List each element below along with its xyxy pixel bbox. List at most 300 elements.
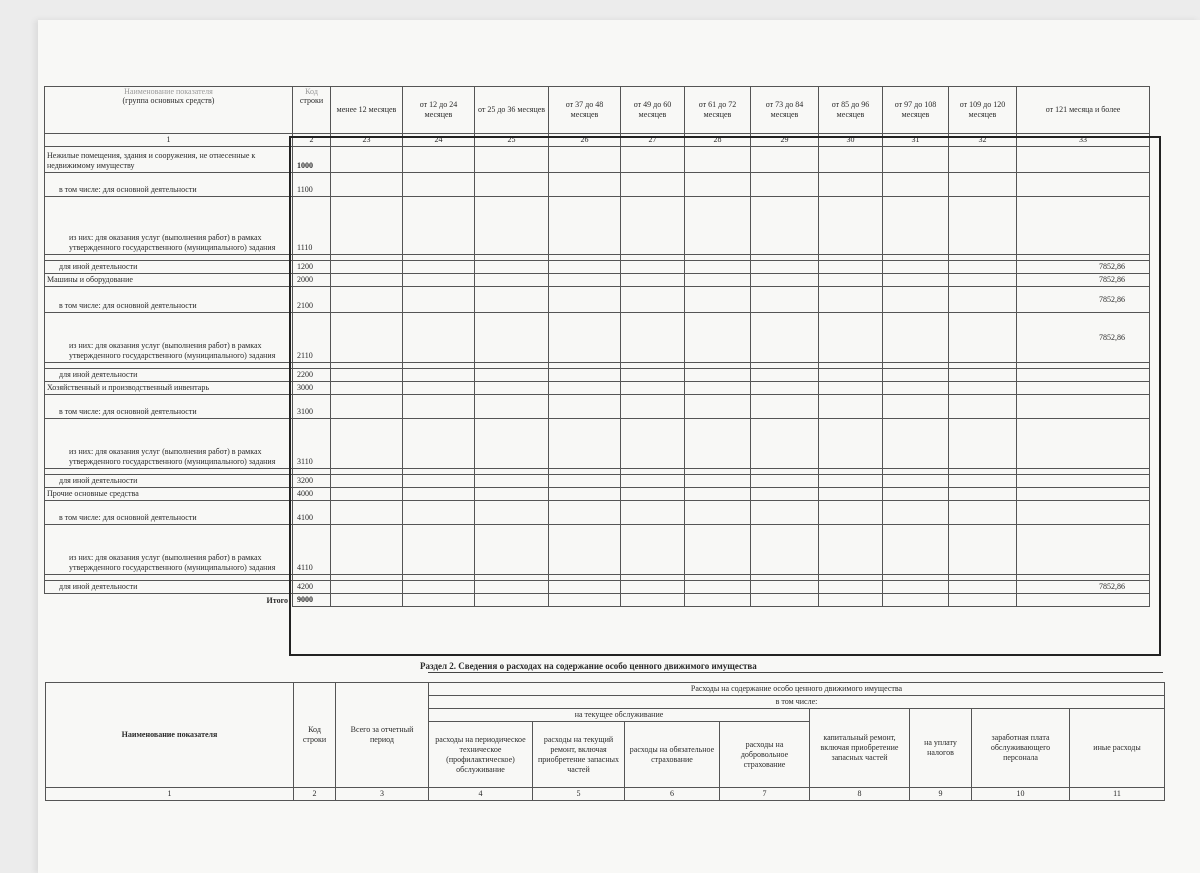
data-cell: [621, 419, 685, 469]
data-cell: [819, 395, 883, 419]
data-cell: [751, 475, 819, 488]
data-cell: [549, 287, 621, 313]
data-cell: [475, 197, 549, 255]
s2-col-number: 8: [810, 788, 910, 801]
data-cell: [549, 369, 621, 382]
s2-col-number: 10: [972, 788, 1070, 801]
section2-rule: [428, 672, 1163, 673]
data-cell: [475, 147, 549, 173]
data-cell: [403, 525, 475, 575]
data-cell: [331, 475, 403, 488]
data-cell: [819, 581, 883, 594]
s2-total-header: Всего за отчетный период: [336, 683, 429, 788]
data-cell: [475, 173, 549, 197]
data-cell: [331, 501, 403, 525]
row-name: из них: для оказания услуг (выполнения работ) в рамках утвержденного государственного (муниципального) задания: [45, 525, 293, 575]
row-name: из них: для оказания услуг (выполнения работ) в рамках утвержденного государственного (муниципального) задания: [45, 313, 293, 363]
table-row: [45, 488, 1150, 501]
col-number: 28: [685, 134, 751, 147]
row-name: для иной деятельности: [45, 369, 293, 382]
table-row: [45, 274, 1150, 287]
data-cell: [685, 287, 751, 313]
col-number: 25: [475, 134, 549, 147]
data-cell: [549, 382, 621, 395]
data-cell: [685, 488, 751, 501]
data-cell: [751, 419, 819, 469]
data-cell: [883, 488, 949, 501]
value-cell: 7852,86: [1017, 287, 1150, 313]
value-cell: [1017, 475, 1150, 488]
code-header: [293, 87, 331, 134]
s2-col-header: иные расходы: [1070, 709, 1165, 788]
value-cell: [1017, 173, 1150, 197]
total-cell: [475, 594, 549, 607]
total-cell: [685, 594, 751, 607]
col-number: 31: [883, 134, 949, 147]
data-cell: [819, 261, 883, 274]
data-cell: [883, 395, 949, 419]
data-cell: [549, 525, 621, 575]
table-row: [45, 197, 1150, 255]
data-cell: [403, 261, 475, 274]
data-cell: [949, 147, 1017, 173]
data-cell: [751, 501, 819, 525]
total-cell: [403, 594, 475, 607]
data-cell: [475, 369, 549, 382]
table-row: [45, 395, 1150, 419]
data-cell: [949, 395, 1017, 419]
data-cell: [549, 488, 621, 501]
data-cell: [549, 173, 621, 197]
data-cell: [549, 197, 621, 255]
row-code: 1100: [293, 173, 331, 197]
name-header: [45, 87, 293, 134]
row-code: 4000: [293, 488, 331, 501]
data-cell: [949, 369, 1017, 382]
table-row: [45, 369, 1150, 382]
data-cell: [685, 581, 751, 594]
data-cell: [403, 274, 475, 287]
data-cell: [685, 173, 751, 197]
row-name: Нежилые помещения, здания и сооружения, не отнесенные к недвижимому имуществу: [45, 147, 293, 173]
table-row: [45, 501, 1150, 525]
row-code: 2000: [293, 274, 331, 287]
data-cell: [331, 197, 403, 255]
row-code: 1200: [293, 261, 331, 274]
s2-col-header: расходы на периодическое техническое (профилактическое) обслуживание: [429, 722, 533, 788]
row-code: 2100: [293, 287, 331, 313]
code-header-line2: строки: [299, 96, 324, 105]
data-cell: [751, 313, 819, 363]
data-cell: [819, 501, 883, 525]
data-cell: [403, 382, 475, 395]
data-cell: [685, 501, 751, 525]
data-cell: [883, 525, 949, 575]
data-cell: [403, 581, 475, 594]
s2-col-number: 11: [1070, 788, 1165, 801]
data-cell: [331, 287, 403, 313]
data-cell: [549, 395, 621, 419]
data-cell: [751, 369, 819, 382]
name-header-line1: Наименование показателя: [124, 88, 213, 96]
row-name: в том числе: для основной деятельности: [45, 501, 293, 525]
data-cell: [403, 197, 475, 255]
period-header: от 121 месяца и более: [1017, 87, 1150, 134]
data-cell: [403, 475, 475, 488]
row-code: 3110: [293, 419, 331, 469]
total-cell: [819, 594, 883, 607]
data-cell: [475, 313, 549, 363]
total-cell: [751, 594, 819, 607]
data-cell: [331, 369, 403, 382]
col-number: 33: [1017, 134, 1150, 147]
period-header: от 73 до 84 месяцев: [751, 87, 819, 134]
total-label: Итого: [266, 595, 288, 605]
data-cell: [331, 313, 403, 363]
value-cell: [1017, 419, 1150, 469]
table-row: [45, 382, 1150, 395]
period-header: от 85 до 96 месяцев: [819, 87, 883, 134]
data-cell: [549, 147, 621, 173]
data-cell: [475, 261, 549, 274]
data-cell: [403, 395, 475, 419]
data-cell: [883, 475, 949, 488]
value-cell: [1017, 501, 1150, 525]
data-cell: [883, 147, 949, 173]
data-cell: [949, 197, 1017, 255]
s2-col-number: 2: [294, 788, 336, 801]
row-code: 3100: [293, 395, 331, 419]
value-cell: 7852,86: [1017, 313, 1150, 363]
s2-current-header: на текущее обслуживание: [429, 709, 810, 722]
table-row: [45, 147, 1150, 173]
expenses-table: [45, 682, 1165, 801]
data-cell: [751, 274, 819, 287]
data-cell: [475, 287, 549, 313]
s2-col-number: 3: [336, 788, 429, 801]
data-cell: [475, 581, 549, 594]
row-name: для иной деятельности: [45, 261, 293, 274]
col-number: 26: [549, 134, 621, 147]
s2-col-header: капитальный ремонт, включая приобретение запасных частей: [810, 709, 910, 788]
s2-name-header: Наименование показателя: [46, 683, 294, 788]
data-cell: [685, 313, 751, 363]
col-number: 27: [621, 134, 685, 147]
data-cell: [475, 525, 549, 575]
data-cell: [685, 274, 751, 287]
data-cell: [751, 525, 819, 575]
data-cell: [475, 475, 549, 488]
data-cell: [751, 197, 819, 255]
data-cell: [949, 581, 1017, 594]
data-cell: [751, 147, 819, 173]
row-code: 4110: [293, 525, 331, 575]
data-cell: [621, 395, 685, 419]
value-cell: [1017, 488, 1150, 501]
data-cell: [883, 197, 949, 255]
data-cell: [549, 501, 621, 525]
table-row: [45, 525, 1150, 575]
s2-col-header: на уплату налогов: [910, 709, 972, 788]
data-cell: [819, 173, 883, 197]
table-row: [45, 261, 1150, 274]
data-cell: [621, 525, 685, 575]
period-header: от 49 до 60 месяцев: [621, 87, 685, 134]
data-cell: [819, 274, 883, 287]
row-code: 2200: [293, 369, 331, 382]
s2-col-number: 1: [46, 788, 294, 801]
value-cell: [1017, 369, 1150, 382]
row-code: 3000: [293, 382, 331, 395]
col-number: 2: [293, 134, 331, 147]
data-cell: [685, 419, 751, 469]
col-number: 32: [949, 134, 1017, 147]
data-cell: [621, 581, 685, 594]
period-header: менее 12 месяцев: [331, 87, 403, 134]
row-name: Прочие основные средства: [45, 488, 293, 501]
data-cell: [819, 313, 883, 363]
data-cell: [331, 382, 403, 395]
row-code: 2110: [293, 313, 331, 363]
period-header: от 37 до 48 месяцев: [549, 87, 621, 134]
data-cell: [331, 261, 403, 274]
value-cell: [1017, 147, 1150, 173]
s2-col-number: 5: [533, 788, 625, 801]
data-cell: [549, 313, 621, 363]
s2-col-number: 6: [625, 788, 720, 801]
data-cell: [949, 475, 1017, 488]
data-cell: [949, 488, 1017, 501]
data-cell: [549, 581, 621, 594]
data-cell: [331, 274, 403, 287]
data-cell: [819, 382, 883, 395]
row-name: для иной деятельности: [45, 475, 293, 488]
data-cell: [621, 382, 685, 395]
column-numbers-row: [45, 134, 1150, 147]
value-cell: [1017, 525, 1150, 575]
value-cell: 7852,86: [1017, 274, 1150, 287]
data-cell: [685, 475, 751, 488]
data-cell: [403, 287, 475, 313]
data-cell: [883, 287, 949, 313]
data-cell: [819, 147, 883, 173]
data-cell: [475, 274, 549, 287]
data-cell: [751, 382, 819, 395]
row-name: для иной деятельности: [45, 581, 293, 594]
data-cell: [819, 369, 883, 382]
period-header: от 97 до 108 месяцев: [883, 87, 949, 134]
data-cell: [819, 475, 883, 488]
table-row: [45, 313, 1150, 363]
row-code: 1110: [293, 197, 331, 255]
value-cell: [1017, 382, 1150, 395]
data-cell: [621, 287, 685, 313]
data-cell: [621, 197, 685, 255]
data-cell: [621, 488, 685, 501]
data-cell: [685, 369, 751, 382]
data-cell: [949, 419, 1017, 469]
data-cell: [621, 501, 685, 525]
total-cell: [883, 594, 949, 607]
period-header: от 25 до 36 месяцев: [475, 87, 549, 134]
row-name: из них: для оказания услуг (выполнения работ) в рамках утвержденного государственного (муниципального) задания: [45, 197, 293, 255]
data-cell: [331, 395, 403, 419]
s2-code-header: Код строки: [294, 683, 336, 788]
s2-column-numbers-row: [46, 788, 1165, 801]
table-row: [45, 419, 1150, 469]
data-cell: [621, 369, 685, 382]
data-cell: [549, 419, 621, 469]
col-number: 29: [751, 134, 819, 147]
data-cell: [403, 147, 475, 173]
data-cell: [549, 274, 621, 287]
data-cell: [621, 313, 685, 363]
section2-title: Раздел 2. Сведения о расходах на содержание особо ценного движимого имущества: [420, 661, 757, 671]
data-cell: [819, 525, 883, 575]
data-cell: [685, 261, 751, 274]
data-cell: [403, 501, 475, 525]
data-cell: [883, 369, 949, 382]
data-cell: [475, 501, 549, 525]
data-cell: [949, 261, 1017, 274]
data-cell: [331, 581, 403, 594]
data-cell: [819, 419, 883, 469]
code-header-line1: Код: [305, 88, 318, 96]
row-name: Машины и оборудование: [45, 274, 293, 287]
total-code: 9000: [293, 594, 331, 607]
data-cell: [883, 419, 949, 469]
data-cell: [475, 395, 549, 419]
total-cell: [331, 594, 403, 607]
row-code: 1000: [293, 147, 331, 173]
period-header: от 12 до 24 месяцев: [403, 87, 475, 134]
value-cell: 7852,86: [1017, 581, 1150, 594]
table-row: [45, 173, 1150, 197]
row-name: в том числе: для основной деятельности: [45, 173, 293, 197]
period-header: от 109 до 120 месяцев: [949, 87, 1017, 134]
row-name: в том числе: для основной деятельности: [45, 395, 293, 419]
table-row: [45, 475, 1150, 488]
value-cell: [1017, 395, 1150, 419]
data-cell: [949, 382, 1017, 395]
row-name: Хозяйственный и производственный инвентарь: [45, 382, 293, 395]
data-cell: [819, 488, 883, 501]
data-cell: [475, 419, 549, 469]
data-cell: [949, 501, 1017, 525]
data-cell: [949, 173, 1017, 197]
col-number: 30: [819, 134, 883, 147]
data-cell: [331, 525, 403, 575]
data-cell: [751, 287, 819, 313]
total-cell: [621, 594, 685, 607]
data-cell: [751, 395, 819, 419]
s2-col-header: расходы на добровольное страхование: [720, 722, 810, 788]
s2-col-header: расходы на текущий ремонт, включая приобретение запасных частей: [533, 722, 625, 788]
data-cell: [403, 419, 475, 469]
data-cell: [883, 274, 949, 287]
data-cell: [819, 197, 883, 255]
row-name: из них: для оказания услуг (выполнения работ) в рамках утвержденного государственного (муниципального) задания: [45, 419, 293, 469]
data-cell: [331, 488, 403, 501]
data-cell: [949, 274, 1017, 287]
data-cell: [883, 173, 949, 197]
s2-group-header: Расходы на содержание особо ценного движимого имущества: [429, 683, 1165, 696]
data-cell: [621, 261, 685, 274]
data-cell: [475, 382, 549, 395]
data-cell: [949, 313, 1017, 363]
data-cell: [883, 382, 949, 395]
col-number: 1: [45, 134, 293, 147]
data-cell: [475, 488, 549, 501]
data-cell: [883, 313, 949, 363]
data-cell: [403, 173, 475, 197]
data-cell: [403, 313, 475, 363]
data-cell: [331, 173, 403, 197]
row-code: 4200: [293, 581, 331, 594]
total-cell: [949, 594, 1017, 607]
data-cell: [621, 274, 685, 287]
data-cell: [883, 581, 949, 594]
data-cell: [331, 419, 403, 469]
total-cell: [549, 594, 621, 607]
value-cell: 7852,86: [1017, 261, 1150, 274]
header-row: [45, 87, 1150, 134]
s2-col-number: 4: [429, 788, 533, 801]
data-cell: [685, 395, 751, 419]
total-cell: [1017, 594, 1150, 607]
s2-col-number: 7: [720, 788, 810, 801]
data-cell: [403, 369, 475, 382]
data-cell: [621, 173, 685, 197]
s2-col-number: 9: [910, 788, 972, 801]
table-row: [45, 581, 1150, 594]
data-cell: [549, 261, 621, 274]
data-cell: [621, 475, 685, 488]
row-code: 4100: [293, 501, 331, 525]
data-cell: [685, 525, 751, 575]
s2-incl-header: в том числе:: [429, 696, 1165, 709]
data-cell: [331, 147, 403, 173]
value-cell: [1017, 197, 1150, 255]
data-cell: [883, 261, 949, 274]
data-cell: [685, 197, 751, 255]
col-number: 23: [331, 134, 403, 147]
period-header: от 61 до 72 месяцев: [685, 87, 751, 134]
s2-col-header: заработная плата обслуживающего персонала: [972, 709, 1070, 788]
data-cell: [751, 581, 819, 594]
data-cell: [549, 475, 621, 488]
data-cell: [751, 261, 819, 274]
row-name: в том числе: для основной деятельности: [45, 287, 293, 313]
col-number: 24: [403, 134, 475, 147]
data-cell: [949, 287, 1017, 313]
fixed-assets-age-table: [44, 86, 1150, 607]
data-cell: [751, 173, 819, 197]
data-cell: [685, 147, 751, 173]
total-row: [45, 594, 1150, 607]
data-cell: [819, 287, 883, 313]
s2-col-header: расходы на обязательное страхование: [625, 722, 720, 788]
data-cell: [685, 382, 751, 395]
row-code: 3200: [293, 475, 331, 488]
data-cell: [883, 501, 949, 525]
data-cell: [403, 488, 475, 501]
table-row: [45, 287, 1150, 313]
name-header-line2: (группа основных средств): [122, 96, 215, 105]
data-cell: [621, 147, 685, 173]
data-cell: [949, 525, 1017, 575]
data-cell: [751, 488, 819, 501]
